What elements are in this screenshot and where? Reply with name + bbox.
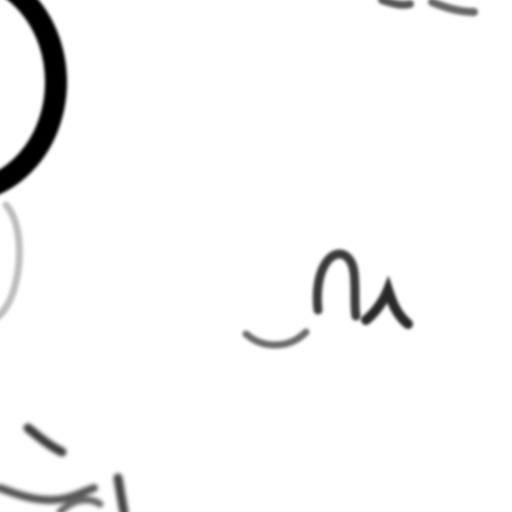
faint-arc-stroke	[0, 205, 19, 320]
ring-outline	[0, 0, 56, 192]
scribble-loop	[317, 254, 356, 316]
top-scribble-icon	[382, 0, 474, 12]
scribble-icon	[246, 254, 408, 345]
ring-icon	[0, 0, 56, 192]
scribble-hook	[366, 290, 408, 324]
top-scribble-1	[382, 0, 410, 5]
scribble-underline	[246, 332, 306, 345]
bottom-scribble-stem	[118, 478, 124, 512]
top-scribble-2	[432, 2, 474, 12]
bottom-scribble-icon	[0, 428, 124, 512]
faint-arc	[0, 205, 19, 320]
bottom-scribble-tick	[28, 428, 62, 452]
